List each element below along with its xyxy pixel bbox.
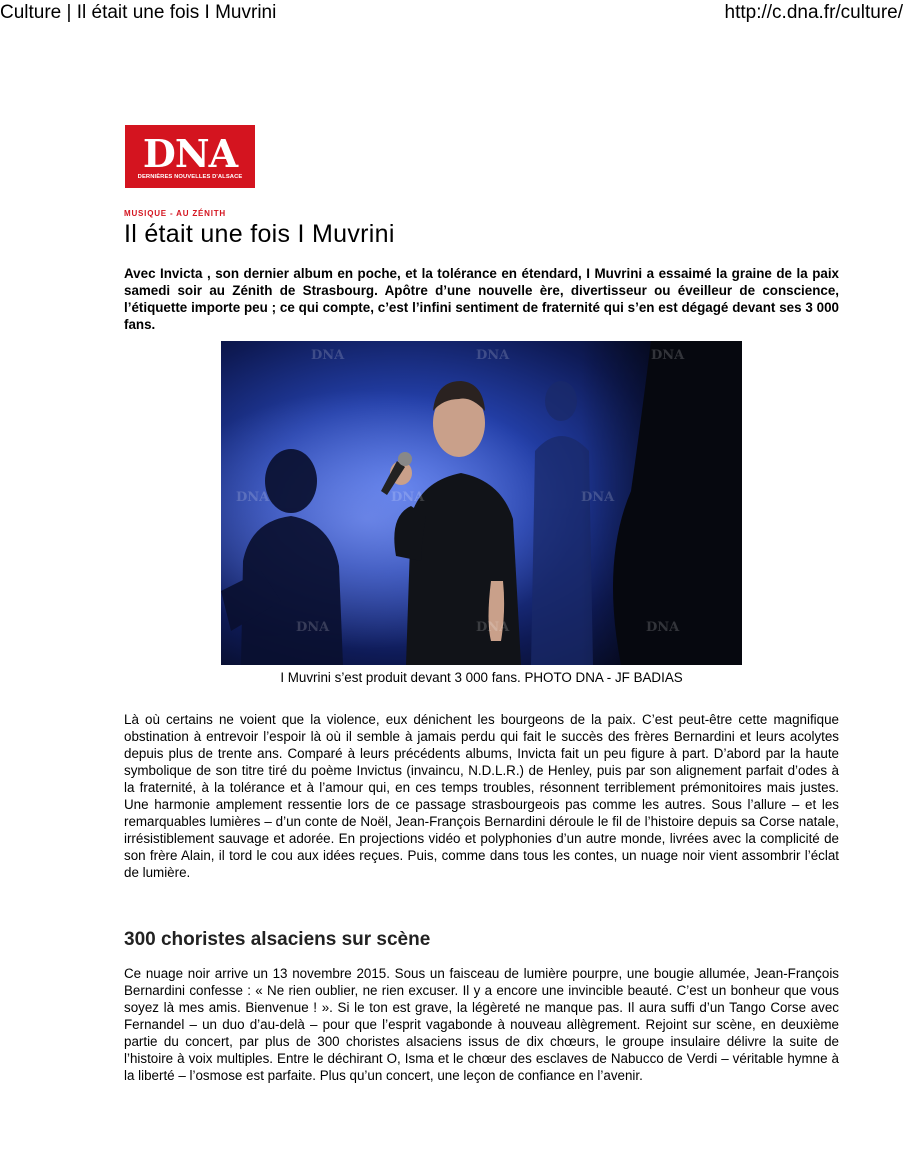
print-header-url[interactable]: http://c.dna.fr/culture/ [724,2,903,23]
article-rubric[interactable]: MUSIQUE - AU ZÉNITH [124,209,227,218]
svg-text:DNA: DNA [391,490,425,505]
article-title: Il était une fois I Muvrini [124,220,395,248]
article-paragraph: Ce nuage noir arrive un 13 novembre 2015. Sous un faisceau de lumière pourpre, une bougie allumée, Jean-François Bernardini confesse : « Ne rien oublier, ne rien excuser. Il y a encore une invincible beauté. C’est un bonheur que vous soyez là mes amis. Bienvenue ! ». Si le ton est grave, la légèreté ne manque pas. Il aura suffi d’un Tango Corse avec Fernandel – un duo d’au-delà – pour que l’esprit vagabonde à nouveau allègrement. Rejoint sur scène, en deuxième partie du concert, par plus de 300 choristes alsaciens issus de dix chœurs, le groupe insulaire délivre la suite de l’histoire à voix multiples. Entre le déchirant O, Isma et le chœur des esclaves de Nabucco de Verdi – véritable hymne à la liberté – l’osmose est parfaite. Plus qu’un concert, une leçon de confiance en l’avenir. [124,966,839,1083]
logo-tagline: DERNIÈRES NOUVELLES D'ALSACE [137,174,243,180]
svg-text:DNA: DNA [646,620,680,635]
svg-text:DNA: DNA [651,348,685,363]
concert-photo [221,341,742,665]
article-lead: Avec Invicta , son dernier album en poche, et la tolérance en étendard, I Muvrini a essaimé la graine de la paix samedi soir au Zénith de Strasbourg. Apôtre d’une nouvelle ère, divertisseur ou éveilleur de conscience, l’étiquette importe peu ; ce qui compte, c’est l’infini sentiment de fraternité qui s’en est dégagé devant ses 3 000 fans. [124,266,839,332]
dna-logo[interactable] [125,125,255,188]
print-header-title: Culture | Il était une fois I Muvrini [0,2,277,23]
article-paragraph: Là où certains ne voient que la violence, eux dénichent les bourgeons de la paix. C’est peut-être cette magnifique obstination à entrevoir l’espoir là où il semble à jamais perdu qui fait le succès des frères Bernardini et leurs acolytes depuis plus de trente ans. Comparé à leurs précédents albums, Invicta fait un peu figure à part. D’abord par la haute symbolique de son titre tiré du poème Invictus (invaincu, N.D.L.R.) de Henley, puis par son alignement parfait d’odes à la fraternité, à la tolérance et à l’amour qui, en ces temps troubles, résonnent terriblement prémonitoires mais justes. Une harmonie amplement ressentie lors de ce passage strasbourgeois pas comme les autres. Sous l’allure – et les remarquables lumières – d’un conte de Noël, Jean-François Bernardini déroule le fil de l’histoire depuis sa Corse natale, irrésistiblement sauvage et adorée. En projections vidéo et polyphonies d’un autre monde, livrées avec la complicité de son frère Alain, il tord le cou aux idées reçues. Puis, comme dans tous les contes, un nuage noir vient assombrir l’éclat de lumière. [124,712,839,880]
print-header [0,2,903,24]
svg-text:DNA: DNA [476,348,510,363]
svg-text:DNA: DNA [581,490,615,505]
svg-text:DNA: DNA [296,620,330,635]
svg-text:DNA: DNA [476,620,510,635]
logo-wordmark: DNA [142,131,238,176]
svg-text:DNA: DNA [236,490,270,505]
article-subheading: 300 choristes alsaciens sur scène [124,929,431,950]
svg-text:DNA: DNA [311,348,345,363]
photo-caption: I Muvrini s’est produit devant 3 000 fans. PHOTO DNA - JF BADIAS [280,670,683,685]
